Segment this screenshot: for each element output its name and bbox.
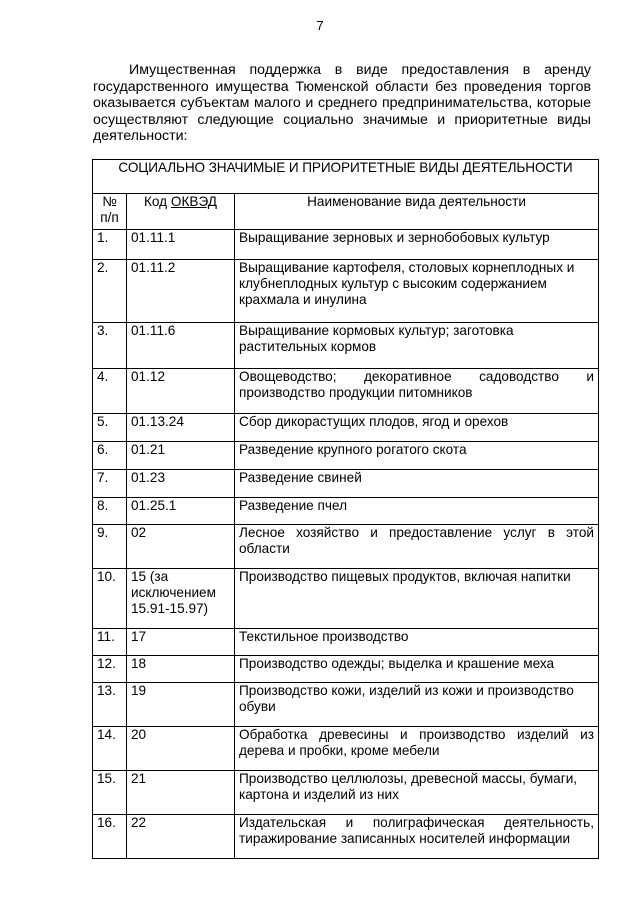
row-code: 20 — [127, 727, 235, 771]
table-row — [93, 815, 599, 859]
row-activity: Выращивание кормовых культур; заготовка растительных кормов — [235, 323, 599, 369]
table-row — [93, 727, 599, 771]
row-activity: Обработка древесины и производство изделий из дерева и пробки, кроме мебели — [235, 727, 599, 771]
row-code: 17 — [127, 629, 235, 656]
row-code: 22 — [127, 815, 235, 859]
table-row — [93, 470, 599, 498]
table-row — [93, 525, 599, 569]
row-code: 01.23 — [127, 470, 235, 498]
row-code: 01.11.2 — [127, 260, 235, 323]
header-activity-name: Наименование вида деятельности — [235, 194, 599, 230]
table-row — [93, 683, 599, 727]
row-activity: Овощеводство; декоративное садоводство и производство продукции питомников — [235, 369, 599, 414]
row-activity: Производство целлюлозы, древесной массы, бумаги, картона и изделий из них — [235, 771, 599, 815]
row-number: 8. — [93, 498, 127, 525]
row-number: 11. — [93, 629, 127, 656]
row-number: 3. — [93, 323, 127, 369]
table-row — [93, 323, 599, 369]
header-code — [127, 194, 235, 230]
row-activity: Разведение пчел — [235, 498, 599, 525]
table-row — [93, 569, 599, 629]
row-activity: Выращивание зерновых и зернобобовых культур — [235, 230, 599, 260]
row-number: 6. — [93, 442, 127, 470]
row-code: 01.11.6 — [127, 323, 235, 369]
row-number: 9. — [93, 525, 127, 569]
table-row — [93, 771, 599, 815]
row-code: 19 — [127, 683, 235, 727]
row-code: 01.13.24 — [127, 414, 235, 442]
header-number: № п/п — [93, 194, 127, 230]
row-activity: Производство кожи, изделий из кожи и производство обуви — [235, 683, 599, 727]
row-number: 1. — [93, 230, 127, 260]
row-number: 15. — [93, 771, 127, 815]
header-code-okved: ОКВЭД — [170, 194, 217, 209]
table-row — [93, 656, 599, 683]
row-activity: Текстильное производство — [235, 629, 599, 656]
row-activity: Сбор дикорастущих плодов, ягод и орехов — [235, 414, 599, 442]
row-number: 16. — [93, 815, 127, 859]
table-body — [93, 230, 599, 859]
row-activity: Выращивание картофеля, столовых корнеплодных и клубнеплодных культур с высоким содержанием крахмала и инулина — [235, 260, 599, 323]
table-row — [93, 369, 599, 414]
header-code-prefix: Код — [144, 194, 171, 209]
table-row — [93, 230, 599, 260]
page-number: 7 — [316, 18, 324, 33]
row-code: 01.25.1 — [127, 498, 235, 525]
table-row — [93, 414, 599, 442]
row-activity: Разведение крупного рогатого скота — [235, 442, 599, 470]
table-row — [93, 442, 599, 470]
row-activity: Производство пищевых продуктов, включая напитки — [235, 569, 599, 629]
row-number: 14. — [93, 727, 127, 771]
table-title: СОЦИАЛЬНО ЗНАЧИМЫЕ И ПРИОРИТЕТНЫЕ ВИДЫ ДЕЯТЕЛЬНОСТИ — [93, 160, 599, 194]
row-number: 2. — [93, 260, 127, 323]
table-header-row — [93, 194, 599, 230]
row-activity: Разведение свиней — [235, 470, 599, 498]
activities-table — [92, 159, 599, 859]
row-number: 4. — [93, 369, 127, 414]
row-code: 21 — [127, 771, 235, 815]
row-activity: Издательская и полиграфическая деятельность, тиражирование записанных носителей информации — [235, 815, 599, 859]
intro-paragraph: Имущественная поддержка в виде предоставления в аренду государственного имущества Тюменской области без проведения торгов оказывается субъектам малого и среднего предпринимательства, которые осуществляют следующие социально значимые и приоритетные виды деятельности: — [93, 62, 591, 145]
row-code: 02 — [127, 525, 235, 569]
row-number: 10. — [93, 569, 127, 629]
row-code: 18 — [127, 656, 235, 683]
row-code: 01.11.1 — [127, 230, 235, 260]
row-number: 5. — [93, 414, 127, 442]
table-row — [93, 498, 599, 525]
row-number: 7. — [93, 470, 127, 498]
row-number: 13. — [93, 683, 127, 727]
row-activity: Лесное хозяйство и предоставление услуг в этой области — [235, 525, 599, 569]
row-number: 12. — [93, 656, 127, 683]
row-code: 01.21 — [127, 442, 235, 470]
row-activity: Производство одежды; выделка и крашение меха — [235, 656, 599, 683]
table-row — [93, 629, 599, 656]
table-title-row — [93, 160, 599, 194]
table-row — [93, 260, 599, 323]
row-code: 01.12 — [127, 369, 235, 414]
row-code: 15 (за исключением 15.91-15.97) — [127, 569, 235, 629]
